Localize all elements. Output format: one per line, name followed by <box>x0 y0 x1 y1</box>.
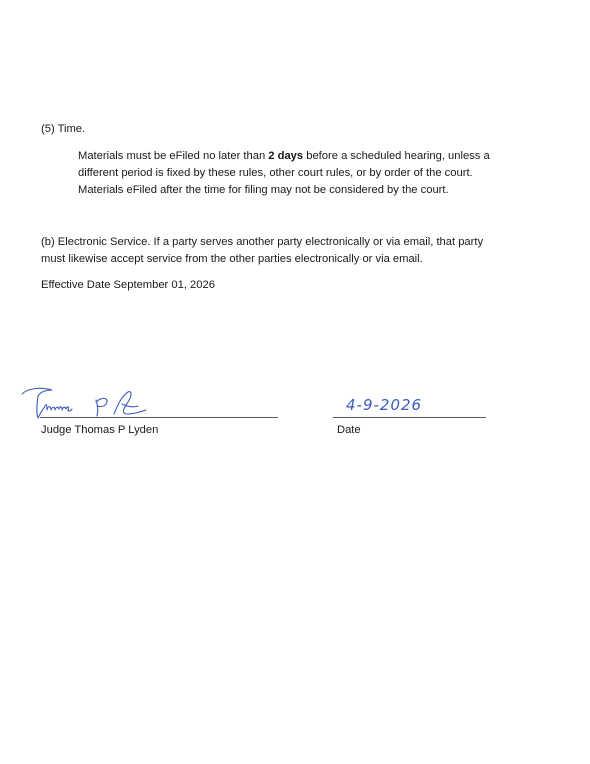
time-line1-text-after: before a scheduled hearing, unless a <box>303 150 490 162</box>
time-paragraph-line-1 <box>78 148 538 165</box>
service-paragraph-line-2: must likewise accept service from the other parties electronically or via email. <box>41 253 423 265</box>
judge-name-label: Judge Thomas P Lyden <box>41 424 159 436</box>
judge-signature-line <box>40 417 278 418</box>
time-line1-text-before: Materials must be eFiled no later than <box>78 150 269 162</box>
handwritten-date: 4-9-2026 <box>346 396 423 414</box>
time-line1-bold: 2 days <box>268 150 304 162</box>
judge-signature <box>18 384 158 424</box>
time-paragraph-line-2: different period is fixed by these rules, other court rules, or by order of the court. <box>78 167 473 179</box>
date-label: Date <box>337 424 361 436</box>
service-paragraph-line-1: (b) Electronic Service. If a party serves another party electronically or via email, that party <box>41 236 484 248</box>
time-paragraph-line-3: Materials eFiled after the time for filing may not be considered by the court. <box>78 184 449 196</box>
effective-date: Effective Date September 01, 2026 <box>41 279 215 291</box>
date-signature-line <box>333 417 486 418</box>
section-heading: (5) Time. <box>41 123 86 135</box>
electronic-service-paragraph <box>41 234 551 268</box>
time-paragraph <box>78 148 538 199</box>
